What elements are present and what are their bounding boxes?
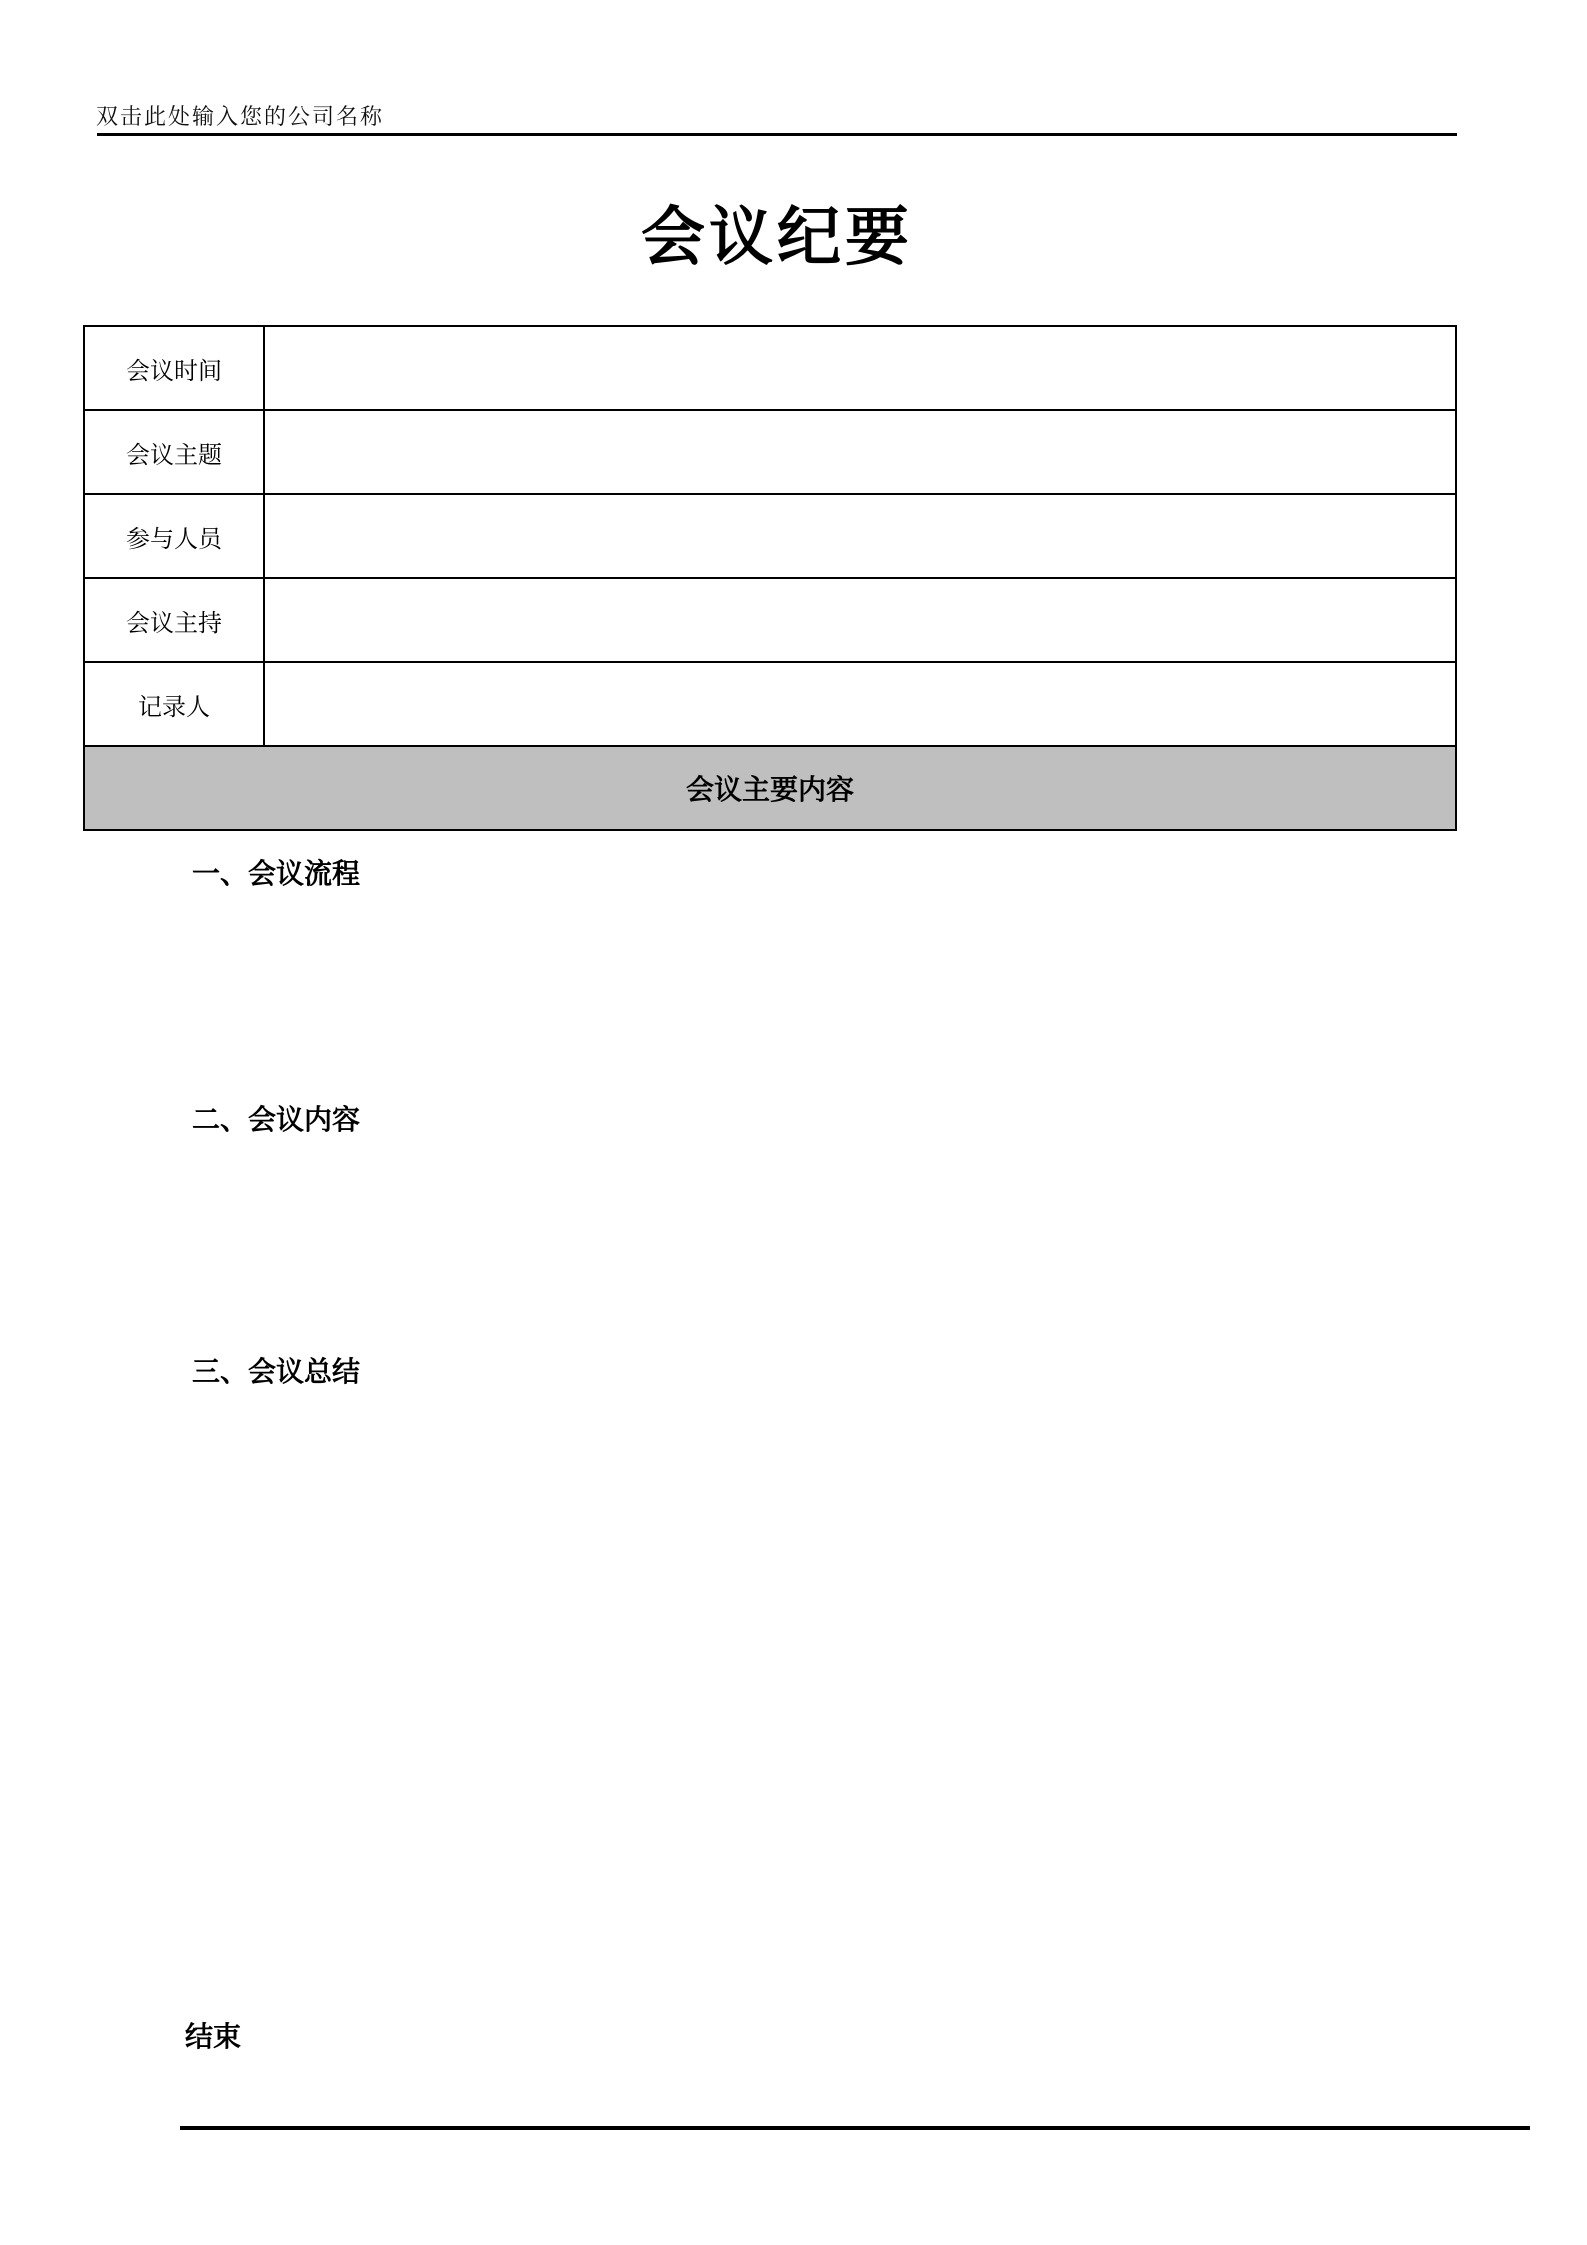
main-content-section-header: 会议主要内容 bbox=[84, 746, 1456, 830]
table-row bbox=[84, 410, 1456, 494]
row-label-meeting-topic: 会议主题 bbox=[84, 410, 264, 494]
row-label-meeting-host: 会议主持 bbox=[84, 578, 264, 662]
row-value-participants[interactable] bbox=[264, 494, 1456, 578]
table-row bbox=[84, 578, 1456, 662]
section-heading-meeting-summary: 三、会议总结 bbox=[192, 1355, 361, 1388]
row-label-participants: 参与人员 bbox=[84, 494, 264, 578]
section-heading-meeting-content: 二、会议内容 bbox=[192, 1103, 361, 1136]
header-rule bbox=[97, 133, 1457, 136]
section-heading-meeting-process: 一、会议流程 bbox=[192, 857, 361, 890]
table-row bbox=[84, 326, 1456, 410]
footer-rule bbox=[180, 2126, 1530, 2130]
row-value-meeting-time[interactable] bbox=[264, 326, 1456, 410]
meeting-info-table bbox=[83, 325, 1457, 831]
row-value-meeting-topic[interactable] bbox=[264, 410, 1456, 494]
row-label-meeting-time: 会议时间 bbox=[84, 326, 264, 410]
company-name-placeholder[interactable]: 双击此处输入您的公司名称 bbox=[96, 105, 385, 130]
row-label-recorder: 记录人 bbox=[84, 662, 264, 746]
table-row bbox=[84, 746, 1456, 830]
row-value-meeting-host[interactable] bbox=[264, 578, 1456, 662]
page-title: 会议纪要 bbox=[641, 201, 913, 275]
table-row bbox=[84, 662, 1456, 746]
row-value-recorder[interactable] bbox=[264, 662, 1456, 746]
closing-text: 结束 bbox=[185, 2020, 242, 2053]
table-row bbox=[84, 494, 1456, 578]
